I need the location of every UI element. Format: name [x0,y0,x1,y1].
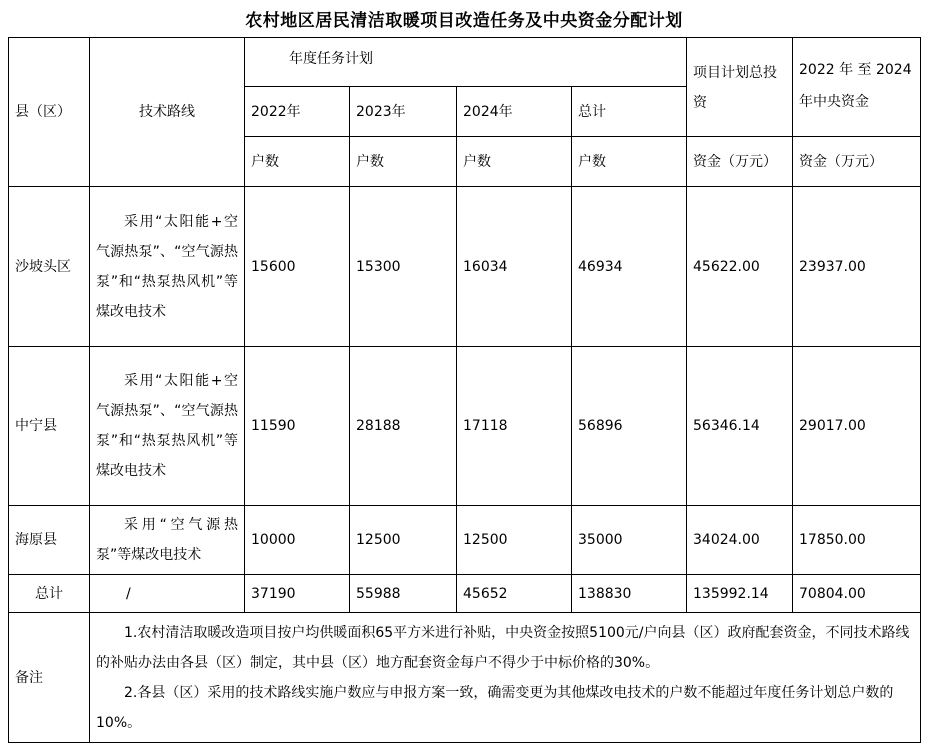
value-cell: 37190 [245,575,350,613]
value-cell: 45652 [457,575,572,613]
unit-funds: 资金（万元） [793,137,921,187]
total-tech: / [90,575,245,613]
page-title: 农村地区居民清洁取暖项目改造任务及中央资金分配计划 [245,11,683,31]
county-cell: 沙坡头区 [9,187,90,347]
value-cell: 12500 [457,506,572,575]
value-cell: 12500 [350,506,457,575]
note-1: 1.农村清洁取暖改造项目按户均供暖面积65平方米进行补贴，中央资金按照5100元/户向县（区）政府配套资金，不同技术路线的补贴办法由各县（区）制定，其中县（区）地方配套资金每户不得少于中标价格的30%。 [96,624,910,671]
value-cell: 138830 [572,575,687,613]
value-cell: 55988 [350,575,457,613]
table-row [9,187,921,347]
header-2024: 2024年 [457,87,572,137]
value-cell: 34024.00 [687,506,793,575]
value-cell: 70804.00 [793,575,921,613]
value-cell: 56896 [572,347,687,506]
value-cell: 35000 [572,506,687,575]
tech-route-cell: 采用“太阳能+空气源热泵”、“空气源热泵”和“热泵热风机”等煤改电技术 [90,187,245,347]
value-cell: 46934 [572,187,687,347]
header-annual-plan: 年度任务计划 [245,38,687,87]
value-cell: 10000 [245,506,350,575]
table-row [9,347,921,506]
value-cell: 17118 [457,347,572,506]
value-cell: 135992.14 [687,575,793,613]
header-total: 总计 [572,87,687,137]
unit-households: 户数 [350,137,457,187]
value-cell: 11590 [245,347,350,506]
value-cell: 16034 [457,187,572,347]
header-2022: 2022年 [245,87,350,137]
unit-households: 户数 [457,137,572,187]
header-2023: 2023年 [350,87,457,137]
tech-route-cell: 采用“空气源热泵”等煤改电技术 [90,506,245,575]
notes-row [9,613,921,743]
notes-content [90,613,921,743]
allocation-table [8,37,921,743]
header-central-funds: 2022 年 至 2024年中央资金 [793,38,921,137]
table-row [9,506,921,575]
unit-households: 户数 [572,137,687,187]
value-cell: 17850.00 [793,506,921,575]
value-cell: 23937.00 [793,187,921,347]
value-cell: 15300 [350,187,457,347]
county-cell: 海原县 [9,506,90,575]
total-row [9,575,921,613]
tech-route-cell: 采用“太阳能+空气源热泵”、“空气源热泵”和“热泵热风机”等煤改电技术 [90,347,245,506]
value-cell: 28188 [350,347,457,506]
header-county: 县（区） [9,38,90,187]
notes-label: 备注 [9,613,90,743]
unit-households: 户数 [245,137,350,187]
unit-funds: 资金（万元） [687,137,793,187]
value-cell: 45622.00 [687,187,793,347]
county-cell: 中宁县 [9,347,90,506]
value-cell: 29017.00 [793,347,921,506]
header-project-total: 项目计划总投资 [687,38,793,137]
header-tech-route: 技术路线 [90,38,245,187]
note-2: 2.各县（区）采用的技术路线实施户数应与申报方案一致，确需变更为其他煤改电技术的户数不能超过年度任务计划总户数的10%。 [96,684,894,731]
value-cell: 56346.14 [687,347,793,506]
value-cell: 15600 [245,187,350,347]
total-label: 总计 [9,575,90,613]
